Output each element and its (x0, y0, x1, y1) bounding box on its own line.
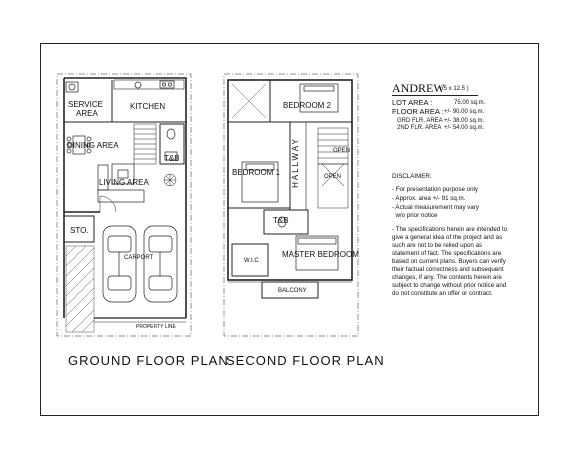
label-carport: CARPORT (124, 255, 154, 261)
label-sto: STO. (70, 226, 89, 235)
label-master: MASTER BEDROOM (282, 250, 359, 259)
label-bedroom2: BEDROOM 2 (283, 101, 332, 110)
laundry-tub (66, 82, 78, 92)
label-wic: W.I.C (244, 258, 259, 264)
label-kitchen: KITCHEN (130, 102, 166, 111)
label-open-2: OPEN (324, 174, 342, 180)
second-floor-value: +/- 54.00 sq.m. (444, 125, 485, 131)
grd-floor-label: GRD FLR. AREA (397, 118, 443, 124)
disclaimer-title: DISCLAIMER: (392, 173, 432, 180)
label-service: SERVICE (68, 100, 103, 109)
disclaimer-paragraph-line: subject to change without prior notice and (392, 282, 507, 289)
floor-area-label: FLOOR AREA : (392, 107, 444, 116)
label-dining: DINING AREA (67, 141, 119, 150)
disclaimer-bullet: - Approx. area +/- 91 sq.m. (392, 195, 466, 202)
second-stairs (318, 128, 351, 208)
disclaimer-paragraph-line: statement of fact. The specifications are (392, 250, 502, 257)
disclaimer-bullet: - Actual measurement may vary (392, 204, 479, 211)
disclaimer-paragraph-line: give a general idea of the project and as (392, 234, 503, 241)
label-balcony: BALCONY (278, 288, 307, 294)
label-ground-tb: T&B (164, 154, 180, 163)
disclaimer-paragraph-line: do not constitute an offer or contract. (392, 290, 493, 297)
second-floor-title: SECOND FLOOR PLAN (226, 353, 385, 368)
lot-area-label: LOT AREA : (392, 98, 433, 107)
label-property-line: PROPERTY LINE (136, 324, 176, 330)
disclaimer-paragraph-line: based on current plans. Buyers can verify (392, 258, 506, 265)
ground-floor-title: GROUND FLOOR PLAN (68, 353, 229, 368)
disclaimer-paragraph-line: their factual correctness and subsequent (392, 266, 504, 273)
label-area: AREA (76, 109, 98, 118)
ground-landscape-hatch (66, 246, 94, 332)
label-hallway: HALLWAY (290, 137, 300, 188)
label-bedroom1: BEDROOM 1 (232, 168, 281, 177)
car-right-icon (144, 226, 177, 302)
main-door-swing (100, 196, 116, 212)
disclaimer-bullet: - For presentation purpose only (392, 186, 478, 193)
sink-icon (135, 82, 141, 88)
car-left-icon (103, 226, 136, 302)
house-code: ( 5 x 12.5 ) (440, 86, 469, 92)
label-open-1: OPEN (333, 148, 351, 154)
floor-area-value: +/- 90.00 sq.m. (444, 109, 485, 115)
ground-stairs (134, 124, 156, 164)
plant-icon (164, 174, 176, 186)
disclaimer-paragraph-line: - The specifications herein are intended to (392, 226, 508, 233)
disclaimer-paragraph-line: changes, if any. The contents herein are (392, 274, 502, 281)
grd-floor-value: +/- 38.00 sq.m. (444, 118, 485, 124)
disclaimer-paragraph-line: such are not to be relied upon as (392, 242, 483, 249)
label-second-tb: T&B (273, 216, 289, 225)
label-living: LIVING AREA (99, 178, 149, 187)
second-floor-plan (224, 74, 358, 336)
second-floor-label: 2ND FLR. AREA (397, 125, 442, 131)
disclaimer-bullet: w/o prior notice (392, 212, 438, 219)
house-name: ANDREW (392, 81, 445, 95)
name-underline (392, 95, 478, 96)
second-lot-line (224, 74, 358, 336)
lot-area-value: 75.00 sq.m. (454, 100, 486, 106)
